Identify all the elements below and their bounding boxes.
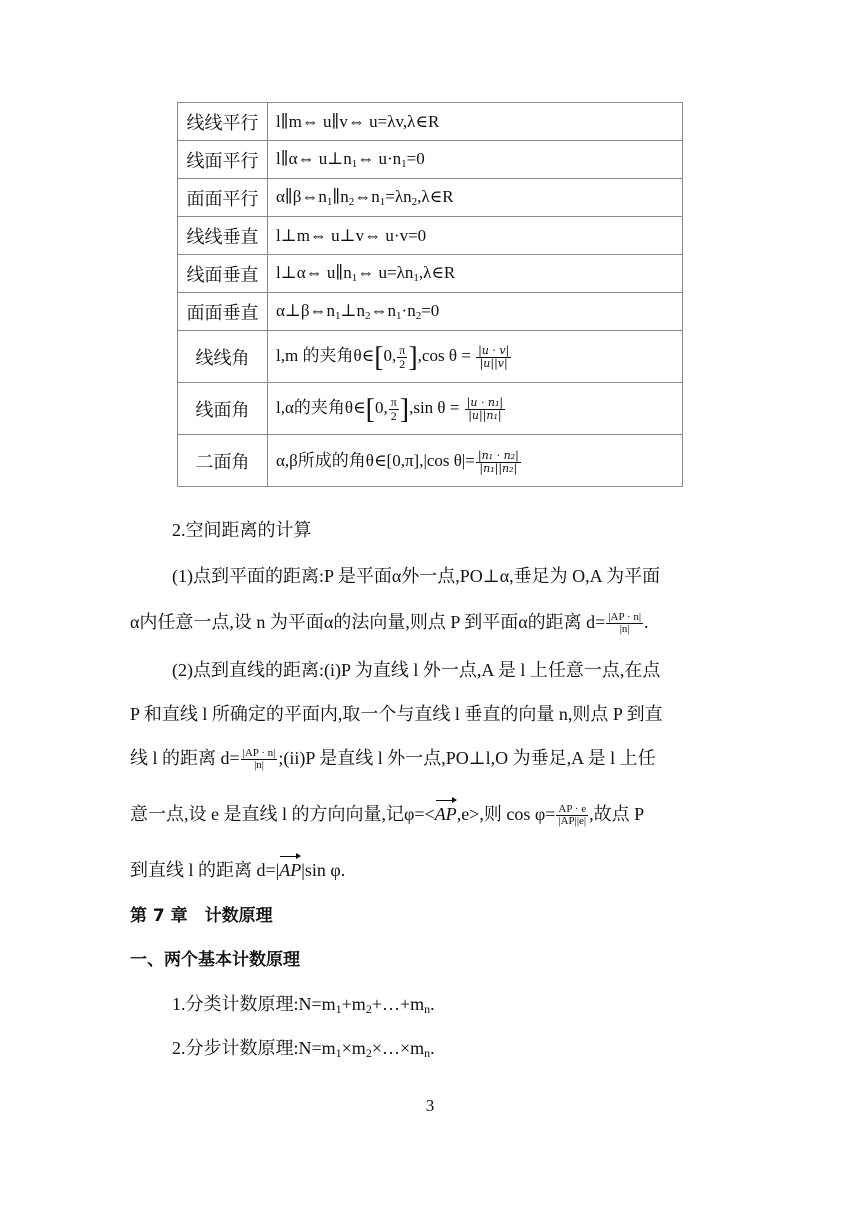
table-row [178, 103, 683, 141]
paragraph-line: 到直线 l 的距离 d=|AP|sin φ. [130, 860, 346, 880]
relation-formula: l⊥α⇔ $u\parallel n_1\Leftrightarrow$ $u=\lambda n_1,\lambda\in R$ [268, 255, 683, 293]
relation-formula: $\alpha\parallel\beta\Leftrightarrow n_1\parallel n_2\Leftrightarrow n_1=\lambda n_2,\lambda\in R$ [268, 179, 683, 217]
table-row [178, 331, 683, 383]
vector-relation-table [177, 102, 683, 487]
paragraph-line: (1)点到平面的距离:P 是平面α外一点,PO⊥α,垂足为 O,A 为平面 [172, 566, 661, 586]
section-heading: 一、两个基本计数原理 [130, 950, 300, 970]
relation-formula: l⊥m⇔ u⊥v⇔ u·v=0 [268, 217, 683, 255]
paragraph-line: 2.分步计数原理:N=m1×m2×…×mn. [172, 1038, 435, 1060]
relation-name: 面面垂直 [178, 293, 268, 331]
relation-name: 线面平行 [178, 141, 268, 179]
relation-formula: l,m 的夹角θ∈[0, $\frac{\pi}{2}$ ],cos θ = $\frac{|u \cdot v|}{|u||v|}$ [268, 331, 683, 383]
table-row [178, 383, 683, 435]
paragraph-line: 1.分类计数原理:N=m1+m2+…+mn. [172, 994, 435, 1016]
table-row [178, 217, 683, 255]
table-row [178, 255, 683, 293]
relation-name: 线线垂直 [178, 217, 268, 255]
table-row [178, 141, 683, 179]
paragraph-line: P 和直线 l 所确定的平面内,取一个与直线 l 垂直的向量 n,则点 P 到直 [130, 704, 663, 724]
section-title: 2.空间距离的计算 [172, 520, 312, 540]
table-row [178, 179, 683, 217]
table-row [178, 293, 683, 331]
relation-formula: $\alpha\perp\beta\Leftrightarrow n_1\perp n_2\Leftrightarrow n_1\cdot n_2=0$ [268, 293, 683, 331]
relation-formula: l∥m⇔ u∥v⇔ u=λv,λ∈R [268, 103, 683, 141]
relation-name: 线线角 [178, 331, 268, 383]
relation-name: 线线平行 [178, 103, 268, 141]
paragraph-line: 意一点,设 e 是直线 l 的方向向量,记φ=<AP,e>,则 cos φ= $\frac{AP \cdot e}{|AP||e|}$ ,故点 P [130, 802, 645, 828]
paragraph-line: α内任意一点,设 n 为平面α的法向量,则点 P 到平面α的距离 d= $\frac{|AP \cdot n|}{|n|}$ . [130, 610, 649, 636]
relation-formula: l,α的夹角θ∈[0, $\frac{\pi}{2}$ ],sin θ = $\frac{\text{|u · n₁|}}{\text{|u||n₁|}}$ [268, 383, 683, 435]
relation-name: 二面角 [178, 435, 268, 487]
chapter-title: 第 7 章 计数原理 [130, 906, 273, 926]
page-number: 3 [425, 1096, 435, 1115]
relation-name: 线面角 [178, 383, 268, 435]
relation-name: 线面垂直 [178, 255, 268, 293]
relation-formula: α,β所成的角θ∈[0,π],|cos θ|= $\frac{\text{|n₁ · n₂|}}{\text{|n₁||n₂|}}$ [268, 435, 683, 487]
table-row [178, 435, 683, 487]
paragraph-line: (2)点到直线的距离:(i)P 为直线 l 外一点,A 是 l 上任意一点,在点 [172, 660, 661, 680]
relation-formula: l∥α⇔ $u\perp n_1\Leftrightarrow$ $u\cdot n_1=0$ [268, 141, 683, 179]
paragraph-line: 线 l 的距离 d= $\frac{|AP \cdot n|}{|n|}$ ;(ii)P 是直线 l 外一点,PO⊥l,O 为垂足,A 是 l 上任 [130, 746, 656, 772]
relation-name: 面面平行 [178, 179, 268, 217]
